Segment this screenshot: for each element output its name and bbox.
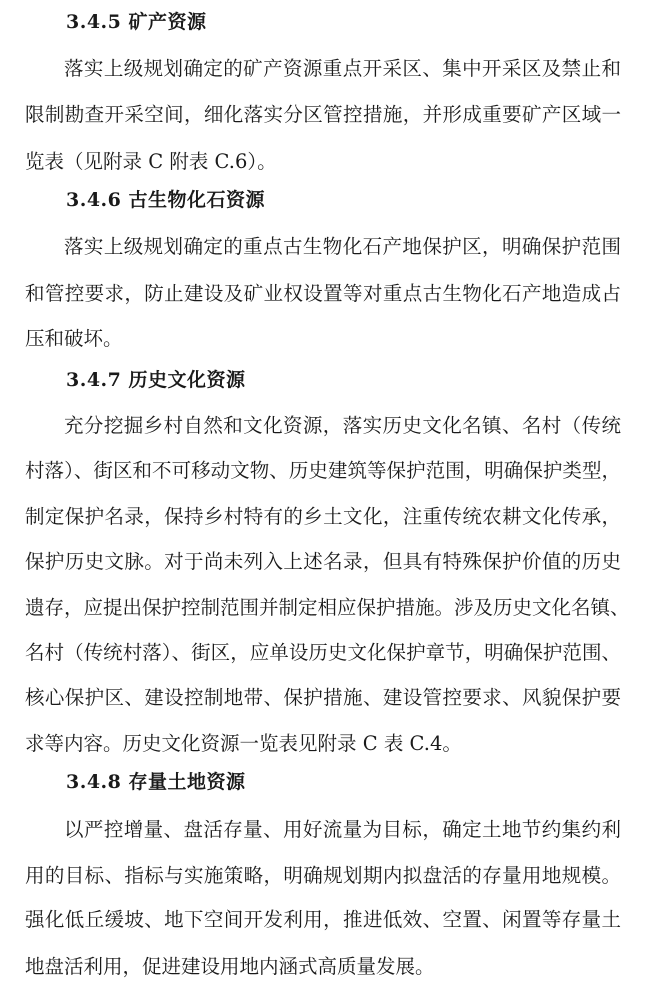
paragraph-line: 览表（见附录 C 附表 C.6）。: [25, 150, 277, 173]
paragraph-line: 村落）、街区和不可移动文物、历史建筑等保护范围，明确保护类型，: [25, 459, 621, 482]
section-heading-3-4-7: 3.4.7 历史文化资源: [66, 369, 246, 391]
paragraph-line: 落实上级规划确定的矿产资源重点开采区、集中开采区及禁止和: [64, 57, 621, 80]
paragraph-line: 地盘活利用，促进建设用地内涵式高质量发展。: [25, 955, 435, 978]
section-heading-3-4-6: 3.4.6 古生物化石资源: [66, 189, 266, 211]
paragraph-line: 限制勘查开采空间，细化落实分区管控措施，并形成重要矿产区域一: [25, 103, 621, 126]
paragraph-line: 名村（传统村落）、街区，应单设历史文化保护章节，明确保护范围、: [25, 641, 621, 664]
paragraph-line: 制定保护名录，保持乡村特有的乡土文化，注重传统农耕文化传承，: [25, 505, 621, 528]
paragraph-line: 求等内容。历史文化资源一览表见附录 C 表 C.4。: [25, 732, 462, 755]
paragraph-line: 以严控增量、盘活存量、用好流量为目标，确定土地节约集约利: [64, 818, 621, 841]
section-heading-3-4-5: 3.4.5 矿产资源: [66, 11, 207, 33]
paragraph-line: 保护历史文脉。对于尚未列入上述名录，但具有特殊保护价值的历史: [25, 550, 621, 573]
paragraph-line: 遗存，应提出保护控制范围并制定相应保护措施。涉及历史文化名镇、: [25, 596, 630, 619]
section-heading-3-4-8: 3.4.8 存量土地资源: [66, 771, 246, 793]
paragraph-line: 核心保护区、建设控制地带、保护措施、建设管控要求、风貌保护要: [25, 686, 621, 709]
paragraph-line: 压和破坏。: [25, 327, 123, 350]
paragraph-line: 用的目标、指标与实施策略，明确规划期内拟盘活的存量用地规模。: [25, 864, 621, 887]
paragraph-line: 和管控要求，防止建设及矿业权设置等对重点古生物化石产地造成占: [25, 282, 621, 305]
paragraph-line: 落实上级规划确定的重点古生物化石产地保护区，明确保护范围: [64, 235, 621, 258]
paragraph-line: 强化低丘缓坡、地下空间开发利用，推进低效、空置、闲置等存量土: [25, 908, 621, 931]
paragraph-line: 充分挖掘乡村自然和文化资源，落实历史文化名镇、名村（传统: [64, 414, 621, 437]
